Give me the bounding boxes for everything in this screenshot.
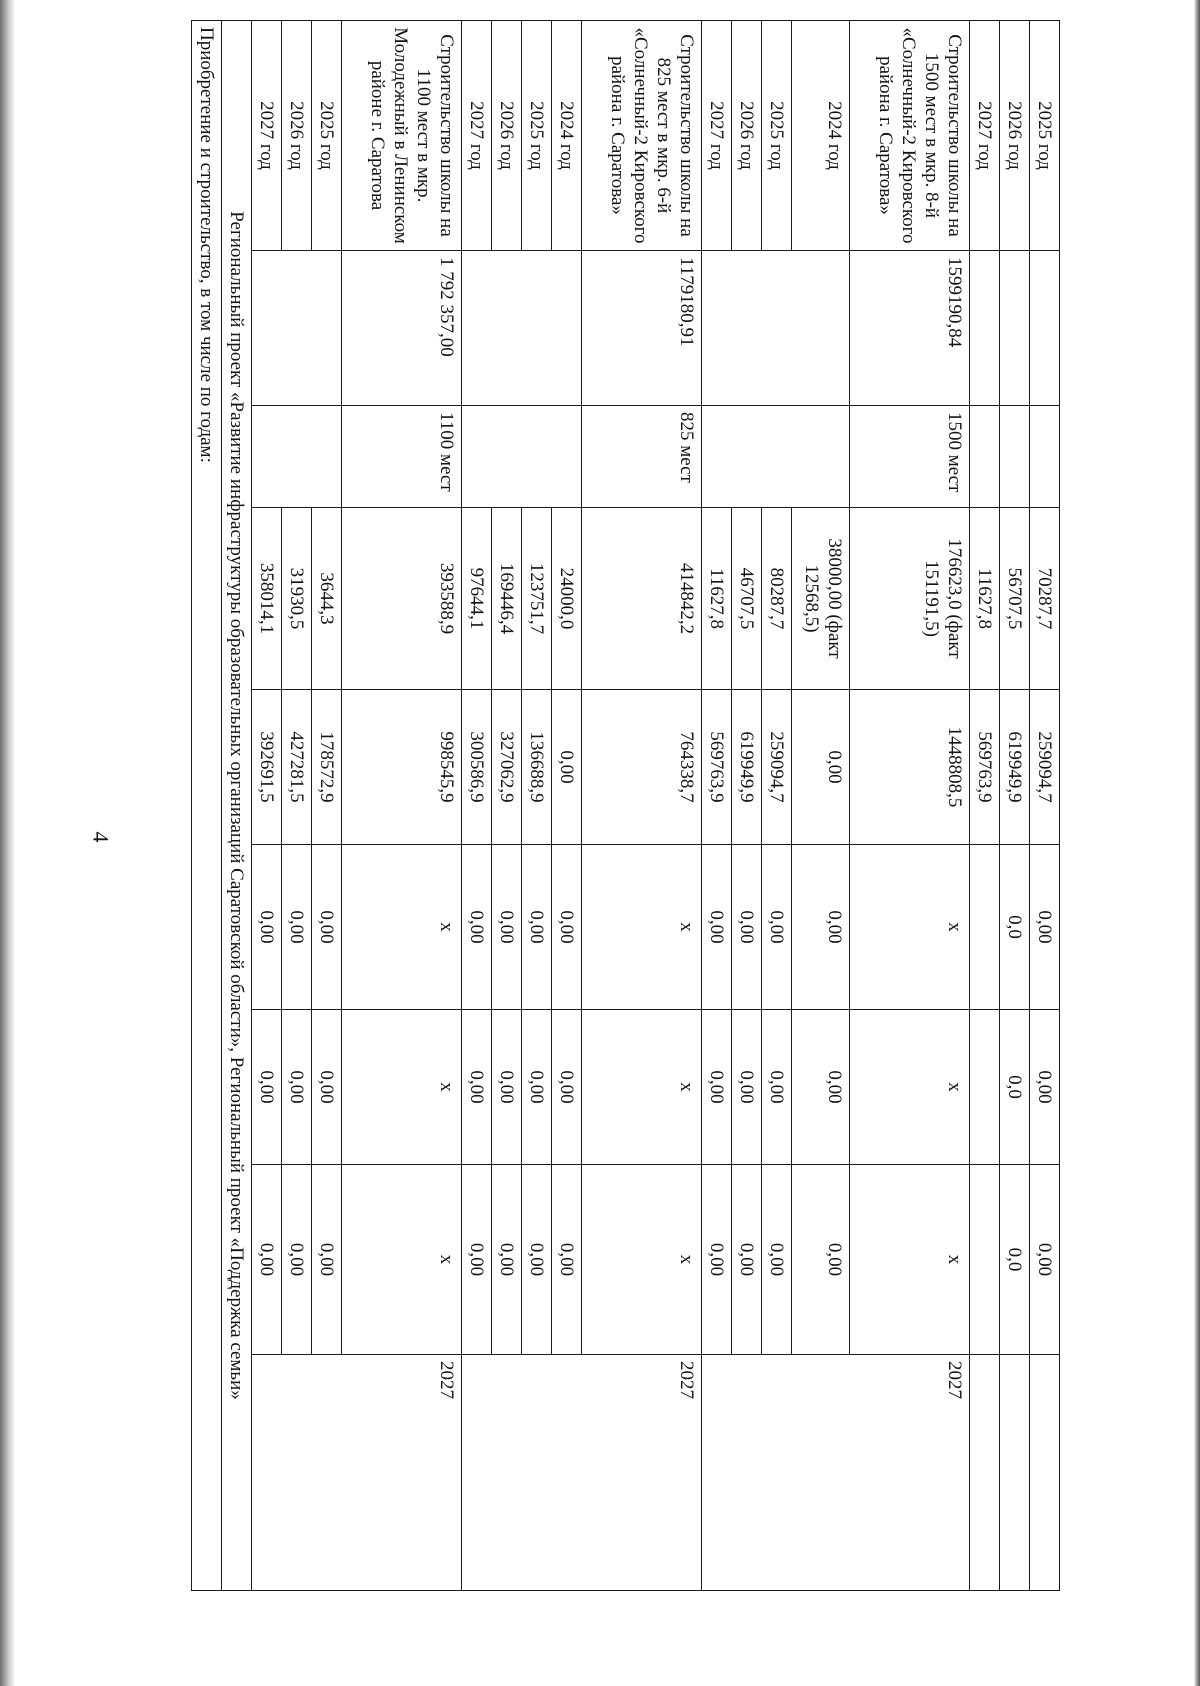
- value-cell: 0,00: [762, 1010, 792, 1165]
- value-cell: 259094,7: [762, 690, 792, 845]
- value-cell: 0,0: [1000, 1010, 1030, 1165]
- value-cell: 619949,9: [1000, 690, 1030, 845]
- value-cell: 31930,5: [282, 508, 312, 690]
- value-cell: 998545,9: [342, 690, 462, 845]
- value-cell: 0,00: [792, 690, 850, 845]
- value-cell: 0,00: [312, 845, 342, 1010]
- table-row: [222, 21, 252, 1591]
- year-cell: 2027 год: [702, 21, 732, 251]
- value-cell: 97644,1: [462, 508, 492, 690]
- value-cell: 0,00: [1030, 845, 1060, 1010]
- financing-table: [191, 20, 1060, 1591]
- value-cell: 0,00: [522, 1010, 552, 1165]
- table-row: [970, 21, 1000, 1591]
- value-cell: 136688,9: [522, 690, 552, 845]
- value-cell: 46707,5: [732, 508, 762, 690]
- value-cell: [970, 1165, 1000, 1355]
- year-cell: 2025 год: [312, 21, 342, 251]
- value-cell: 414842,2: [582, 508, 702, 690]
- value-cell: 569763,9: [702, 690, 732, 845]
- value-cell: 169446,4: [492, 508, 522, 690]
- value-cell: 178572,9: [312, 690, 342, 845]
- year-cell: 2025 год: [762, 21, 792, 251]
- value-cell: 764338,7: [582, 690, 702, 845]
- table-row: [582, 21, 702, 1591]
- term-cell: 2027: [462, 1355, 702, 1591]
- value-cell: 0,00: [282, 1010, 312, 1165]
- term-cell: 2027: [252, 1355, 462, 1591]
- table-row: [1030, 21, 1060, 1591]
- value-cell: 0,00: [312, 1165, 342, 1355]
- value-cell: 0,00: [732, 845, 762, 1010]
- year-cell: 2026 год: [492, 21, 522, 251]
- value-cell: 56707,5: [1000, 508, 1030, 690]
- value-cell: 0,00: [702, 845, 732, 1010]
- x-cell: x: [342, 1010, 462, 1165]
- value-cell: 80287,7: [762, 508, 792, 690]
- value-cell: 0,00: [252, 1165, 282, 1355]
- value-cell: 0,00: [252, 1010, 282, 1165]
- value-cell: 0,00: [462, 1165, 492, 1355]
- x-cell: x: [850, 845, 970, 1010]
- cost-cell: 1599190,84: [850, 251, 970, 406]
- year-cell: 2027 год: [462, 21, 492, 251]
- value-cell: 259094,7: [1030, 690, 1060, 845]
- value-cell: 176623,0 (факт 151191,5): [850, 508, 970, 690]
- value-cell: 0,00: [552, 690, 582, 845]
- value-cell: 0,00: [1030, 1165, 1060, 1355]
- value-cell: 619949,9: [732, 690, 762, 845]
- regional-project-heading: Региональный проект «Развитие инфраструктуры образовательных организаций Саратовской области», Региональный проект «Поддержка семьи»: [222, 21, 252, 1591]
- capacity-cell: 1100 мест: [342, 406, 462, 508]
- value-cell: 11627,8: [702, 508, 732, 690]
- value-cell: 0,00: [762, 845, 792, 1010]
- value-cell: 0,0: [1000, 1165, 1030, 1355]
- value-cell: 300586,9: [462, 690, 492, 845]
- value-cell: 358014,1: [252, 508, 282, 690]
- rotated-document: [170, 20, 1060, 1590]
- capacity-cell: 1500 мест: [850, 406, 970, 508]
- value-cell: 0,00: [1030, 1010, 1060, 1165]
- year-cell: 2027 год: [252, 21, 282, 251]
- object-name: Строительство школы на 1500 мест в мкр. 8-й «Солнечный-2 Кировского района г. Саратова»: [850, 21, 970, 251]
- scan-edge: [0, 0, 14, 1686]
- table-row: [192, 21, 222, 1591]
- value-cell: 0,00: [282, 845, 312, 1010]
- value-cell: 0,00: [702, 1010, 732, 1165]
- year-cell: 2026 год: [732, 21, 762, 251]
- object-name: Строительство школы на 825 мест в мкр. 6-й «Солнечный-2 Кировского района г. Саратова»: [582, 21, 702, 251]
- value-cell: 123751,7: [522, 508, 552, 690]
- x-cell: x: [850, 1165, 970, 1355]
- value-cell: [970, 845, 1000, 1010]
- value-cell: [970, 1010, 1000, 1165]
- value-cell: 0,00: [462, 845, 492, 1010]
- value-cell: 0,00: [792, 845, 850, 1010]
- value-cell: 1448808,5: [850, 690, 970, 845]
- value-cell: 0,00: [252, 845, 282, 1010]
- acquisition-heading: Приобретение и строительство, в том числе по годам:: [192, 21, 222, 1591]
- value-cell: 38000,00 (факт 12568,5): [792, 508, 850, 690]
- year-cell: 2025 год: [522, 21, 552, 251]
- value-cell: 427281,5: [282, 690, 312, 845]
- object-name: Строительство школы на 1100 мест в мкр. Молодежный в Ленинском районе г. Саратова: [342, 21, 462, 251]
- value-cell: 0,00: [462, 1010, 492, 1165]
- year-cell: 2024 год: [552, 21, 582, 251]
- value-cell: 11627,8: [970, 508, 1000, 690]
- x-cell: x: [342, 1165, 462, 1355]
- page-number: 4: [88, 831, 114, 843]
- value-cell: 0,00: [552, 1010, 582, 1165]
- value-cell: 0,00: [492, 1165, 522, 1355]
- value-cell: 0,00: [492, 1010, 522, 1165]
- value-cell: 24000,0: [552, 508, 582, 690]
- value-cell: 0,00: [732, 1165, 762, 1355]
- value-cell: 0,00: [552, 845, 582, 1010]
- x-cell: x: [342, 845, 462, 1010]
- table-row: [850, 21, 970, 1591]
- value-cell: 0,00: [762, 1165, 792, 1355]
- table-row: [342, 21, 462, 1591]
- x-cell: x: [850, 1010, 970, 1165]
- value-cell: 3644,3: [312, 508, 342, 690]
- year-cell: 2026 год: [282, 21, 312, 251]
- cost-cell: 1 792 357,00: [342, 251, 462, 406]
- value-cell: 0,0: [1000, 845, 1030, 1010]
- capacity-cell: 825 мест: [582, 406, 702, 508]
- term-cell: 2027: [702, 1355, 970, 1591]
- table-row: [1000, 21, 1030, 1591]
- year-cell: 2025 год: [1030, 21, 1060, 251]
- value-cell: 0,00: [792, 1165, 850, 1355]
- value-cell: 392691,5: [252, 690, 282, 845]
- value-cell: 0,00: [522, 1165, 552, 1355]
- value-cell: 70287,7: [1030, 508, 1060, 690]
- value-cell: 327062,9: [492, 690, 522, 845]
- x-cell: x: [582, 845, 702, 1010]
- value-cell: 569763,9: [970, 690, 1000, 845]
- x-cell: x: [582, 1165, 702, 1355]
- year-cell: 2026 год: [1000, 21, 1030, 251]
- value-cell: 0,00: [522, 845, 552, 1010]
- year-cell: 2024 год: [792, 21, 850, 251]
- value-cell: 393588,9: [342, 508, 462, 690]
- value-cell: 0,00: [282, 1165, 312, 1355]
- value-cell: 0,00: [492, 845, 522, 1010]
- cost-cell: 1179180,91: [582, 251, 702, 406]
- x-cell: x: [582, 1010, 702, 1165]
- value-cell: 0,00: [732, 1010, 762, 1165]
- value-cell: 0,00: [312, 1010, 342, 1165]
- value-cell: 0,00: [792, 1010, 850, 1165]
- year-cell: 2027 год: [970, 21, 1000, 251]
- scan-edge: [1194, 0, 1200, 1686]
- value-cell: 0,00: [702, 1165, 732, 1355]
- value-cell: 0,00: [552, 1165, 582, 1355]
